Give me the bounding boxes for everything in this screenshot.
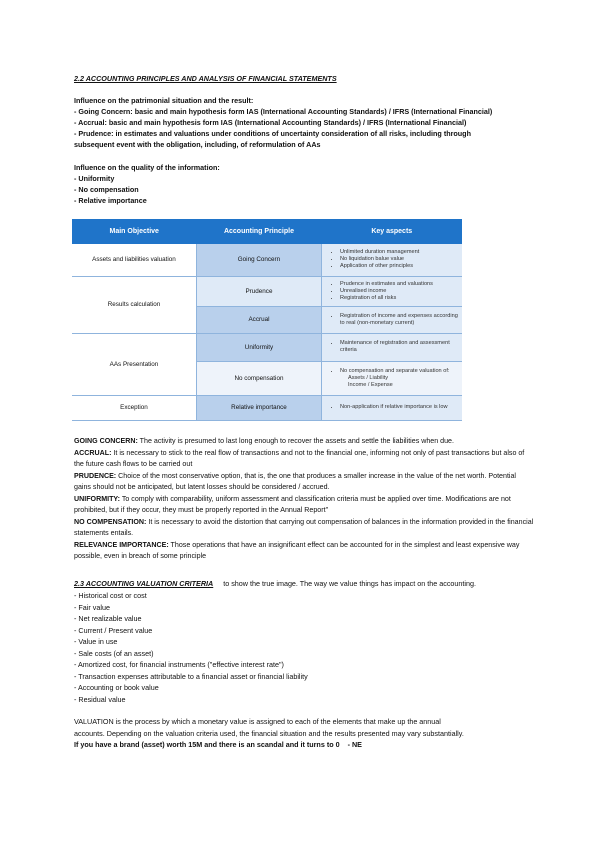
aspect-sub-item: Income / Expense: [347, 381, 393, 388]
objective-cell: Results calculation: [72, 276, 196, 333]
table-row: [72, 333, 462, 361]
criteria-item: - Net realizable value: [74, 614, 142, 623]
definition-relevance: [74, 540, 534, 563]
definition-text: It is necessary to stick to the real flow of transactions and not to the financial one, informing not only of past transactions but also of the future cash flows to be carried out: [74, 448, 525, 468]
valuation-line: accounts. Depending on the valuation criteria used, the financial situation and the results presented may vary substantially.: [74, 728, 464, 738]
section-intro: to show the true image. The way we value things has impact on the accounting.: [213, 579, 476, 588]
influence-line: - Accrual: basic and main hypothesis form IAS (International Accounting Standards) / IFRS (International Financial): [74, 118, 467, 127]
aspect-item: • Prudence in estimates and valuations: [340, 281, 462, 288]
accounting-principles-table: [72, 219, 462, 421]
quality-item: - Uniformity: [74, 174, 115, 183]
aspects-cell: [321, 306, 462, 333]
definition-term: ACCRUAL:: [74, 448, 112, 457]
principle-cell: Prudence: [196, 276, 321, 306]
aspect-item: • No liquidation balue value: [340, 256, 462, 263]
valuation-line: If you have a brand (asset) worth 15M and there is an scandal and it turns to 0 - NE: [74, 740, 362, 749]
criteria-item: - Value in use: [74, 637, 118, 646]
definition-term: GOING CONCERN:: [74, 437, 138, 445]
table-row: [72, 276, 462, 306]
aspect-sub-item: Assets / Liability: [347, 374, 389, 381]
aspect-item: • Registration of income and expenses according to real (non-monetary current): [340, 313, 462, 327]
aspects-cell: [321, 395, 462, 420]
objective-cell: Exception: [72, 395, 196, 420]
principle-cell: No compensation: [196, 361, 321, 395]
definition-no-compensation: [74, 517, 534, 540]
table-header-row: [72, 219, 462, 244]
aspects-cell: [321, 361, 462, 395]
aspects-cell: [321, 333, 462, 361]
principle-cell: Relative importance: [196, 395, 321, 420]
influence-line: - Prudence: in estimates and valuations under conditions of uncertainty consideration of all risks, including through: [74, 129, 471, 138]
objective-cell: AAs Presentation: [72, 333, 196, 395]
principle-cell: Accrual: [196, 306, 321, 333]
influence-patrimonial-title: Influence on the patrimonial situation and the result:: [74, 96, 254, 105]
criteria-item: - Transaction expenses attributable to a financial asset or financial liability: [74, 671, 308, 681]
table-row: [72, 395, 462, 420]
criteria-item: - Amortized cost, for financial instruments ("effective interest rate"): [74, 660, 284, 669]
aspect-item: • Unrealised income: [340, 288, 462, 295]
definition-accrual: [74, 448, 534, 471]
criteria-item: - Sale costs (of an asset): [74, 648, 154, 658]
definition-term: RELEVANCE IMPORTANCE:: [74, 540, 169, 549]
definition-term: NO COMPENSATION:: [74, 517, 147, 526]
criteria-item: - Accounting or book value: [74, 683, 159, 692]
criteria-item: - Fair value: [74, 602, 110, 612]
influence-line: subsequent event with the obligation, including, of reformulation of AAs: [74, 140, 321, 149]
principle-cell: Going Concern: [196, 244, 321, 276]
quality-item: - Relative importance: [74, 196, 147, 205]
table-row: [72, 244, 462, 276]
influence-line: - Going Concern: basic and main hypothesis form IAS (International Accounting Standards) / IFRS (International Financial): [74, 107, 493, 116]
aspect-item: • Application of other principles: [340, 263, 462, 270]
definition-term: PRUDENCE:: [74, 471, 117, 480]
section-heading-2-3: [74, 578, 476, 589]
criteria-item: - Residual value: [74, 694, 126, 704]
principle-cell: Uniformity: [196, 333, 321, 361]
valuation-line: VALUATION is the process by which a monetary value is assigned to each of the elements that make up the annual: [74, 717, 441, 726]
section-heading-2-2: 2.2 ACCOUNTING PRINCIPLES AND ANALYSIS OF FINANCIAL STATEMENTS: [74, 74, 337, 83]
criteria-item: - Current / Present value: [74, 625, 153, 635]
definition-text: Choice of the most conservative option, that is, the one that produces a smaller increase in the value of the net worth. Potential gains should not be anticipated, but latent losses should be considered / accrued.: [74, 471, 517, 491]
definition-going-concern: [74, 436, 534, 448]
definition-uniformity: [74, 494, 534, 517]
aspects-cell: [321, 244, 462, 276]
aspects-cell: [321, 276, 462, 306]
aspect-item: • Unlimited duration management: [340, 249, 462, 256]
aspect-item: • No compensation and separate valuation of:: [340, 368, 462, 375]
aspect-item: • Non-application if relative importance is low: [340, 404, 462, 411]
header-accounting-principle: Accounting Principle: [196, 219, 321, 244]
quality-item: - No compensation: [74, 185, 139, 194]
definition-text: It is necessary to avoid the distortion that carrying out compensation of balances in the information provided in the financial statements entails.: [74, 517, 534, 537]
definition-prudence: [74, 471, 534, 494]
criteria-item: - Historical cost or cost: [74, 591, 147, 600]
definition-text: To comply with comparability, uniform assessment and classification criteria must be applied over time. Modifications are not prohibited, but if they occur, they must be properly reported in the Annual Report": [74, 494, 511, 514]
definition-term: UNIFORMITY:: [74, 494, 120, 503]
definition-text: Those operations that have an insignificant effect can be accounted for in the simplest and least expensive way possible, even in breach of some principle: [74, 540, 520, 560]
section-title: 2.3 ACCOUNTING VALUATION CRITERIA: [74, 579, 214, 588]
aspect-item: • Maintenance of registration and assessment criteria: [340, 340, 462, 354]
aspect-item: • Registration of all risks: [340, 295, 462, 302]
definition-text: The activity is presumed to last long enough to recover the assets and settle the liabilities when due.: [137, 437, 454, 445]
influence-quality-title: Influence on the quality of the information:: [74, 163, 220, 172]
header-key-aspects: Key aspects: [321, 219, 462, 244]
objective-cell: Assets and liabilities valuation: [72, 244, 196, 276]
header-main-objective: Main Objective: [72, 219, 196, 244]
